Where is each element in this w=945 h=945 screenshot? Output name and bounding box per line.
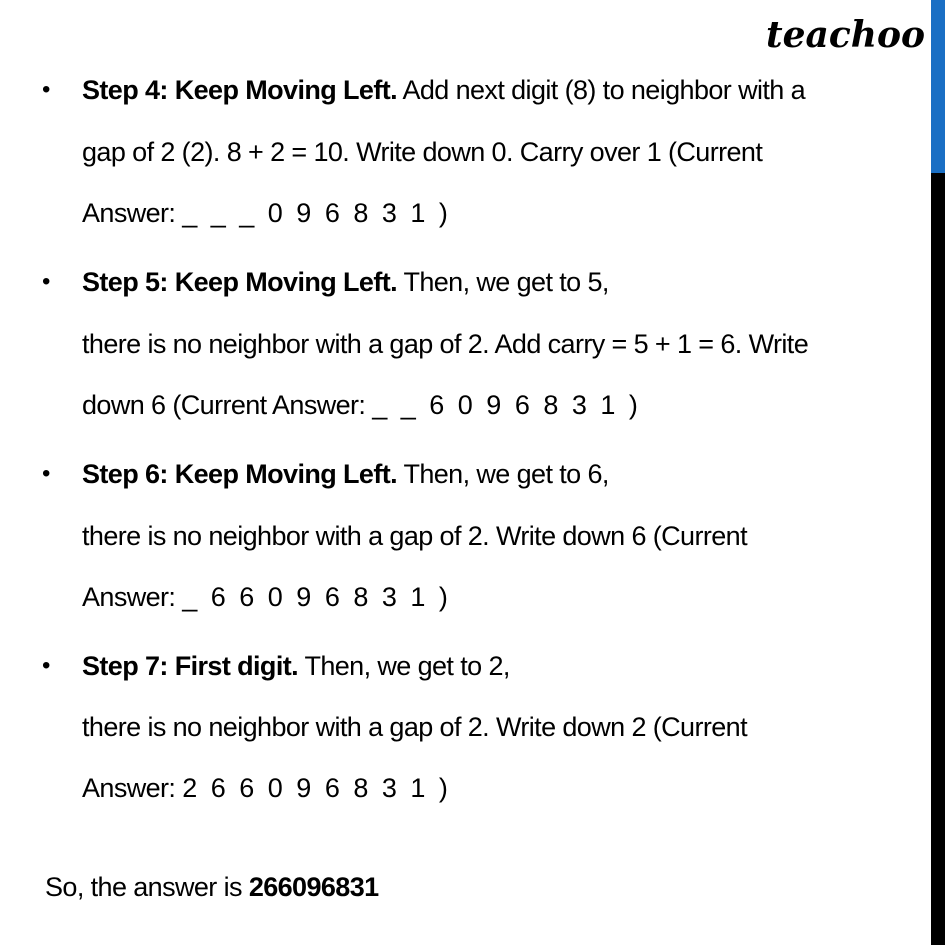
answer-label: Answer: (82, 198, 183, 228)
answer-label: Answer: (82, 582, 183, 612)
step-4-line-3 (82, 197, 451, 229)
step-7-line-2: there is no neighbor with a gap of 2. Write down 2 (Current (82, 712, 747, 742)
conclusion (45, 871, 379, 903)
current-answer: _ 6 6 0 9 6 8 3 1 ) (182, 582, 451, 612)
conclusion-text: So, the answer is (45, 872, 249, 902)
step-title: Step 7: First digit. (82, 651, 299, 681)
step-4-line-1 (82, 74, 805, 106)
step-text: Then, we get to 5, (403, 267, 609, 297)
step-7-line-1 (82, 650, 510, 682)
step-6-line-1 (82, 458, 609, 490)
step-5-line-2: there is no neighbor with a gap of 2. Add carry = 5 + 1 = 6. Write (82, 329, 809, 359)
step-6-line-3 (82, 581, 451, 613)
step-6-line-2: there is no neighbor with a gap of 2. Write down 6 (Current (82, 521, 747, 551)
step-text: Then, we get to 2, (304, 651, 510, 681)
side-bar (931, 0, 945, 945)
final-answer: 266096831 (248, 872, 379, 902)
step-title: Step 6: Keep Moving Left. (82, 459, 398, 489)
bullet: • (42, 652, 51, 679)
answer-label: down 6 (Current Answer: (82, 390, 373, 420)
step-text: Then, we get to 6, (403, 459, 609, 489)
step-5-line-3 (82, 389, 641, 421)
bullet: • (42, 76, 51, 103)
bullet: • (42, 460, 51, 487)
step-4-line-2: gap of 2 (2). 8 + 2 = 10. Write down 0. Carry over 1 (Current (82, 137, 763, 167)
current-answer: _ _ _ 0 9 6 8 3 1 ) (182, 198, 451, 228)
step-7-line-3 (82, 772, 451, 804)
teachoo-logo: teachoo (766, 14, 925, 56)
current-answer: 2 6 6 0 9 6 8 3 1 ) (182, 773, 451, 803)
step-text: Add next digit (8) to neighbor with a (402, 75, 806, 105)
side-bar-accent (931, 0, 945, 173)
current-answer: _ _ 6 0 9 6 8 3 1 ) (372, 390, 641, 420)
bullet: • (42, 268, 51, 295)
step-title: Step 5: Keep Moving Left. (82, 267, 398, 297)
answer-label: Answer: (82, 773, 183, 803)
step-5-line-1 (82, 266, 609, 298)
step-title: Step 4: Keep Moving Left. (82, 75, 398, 105)
